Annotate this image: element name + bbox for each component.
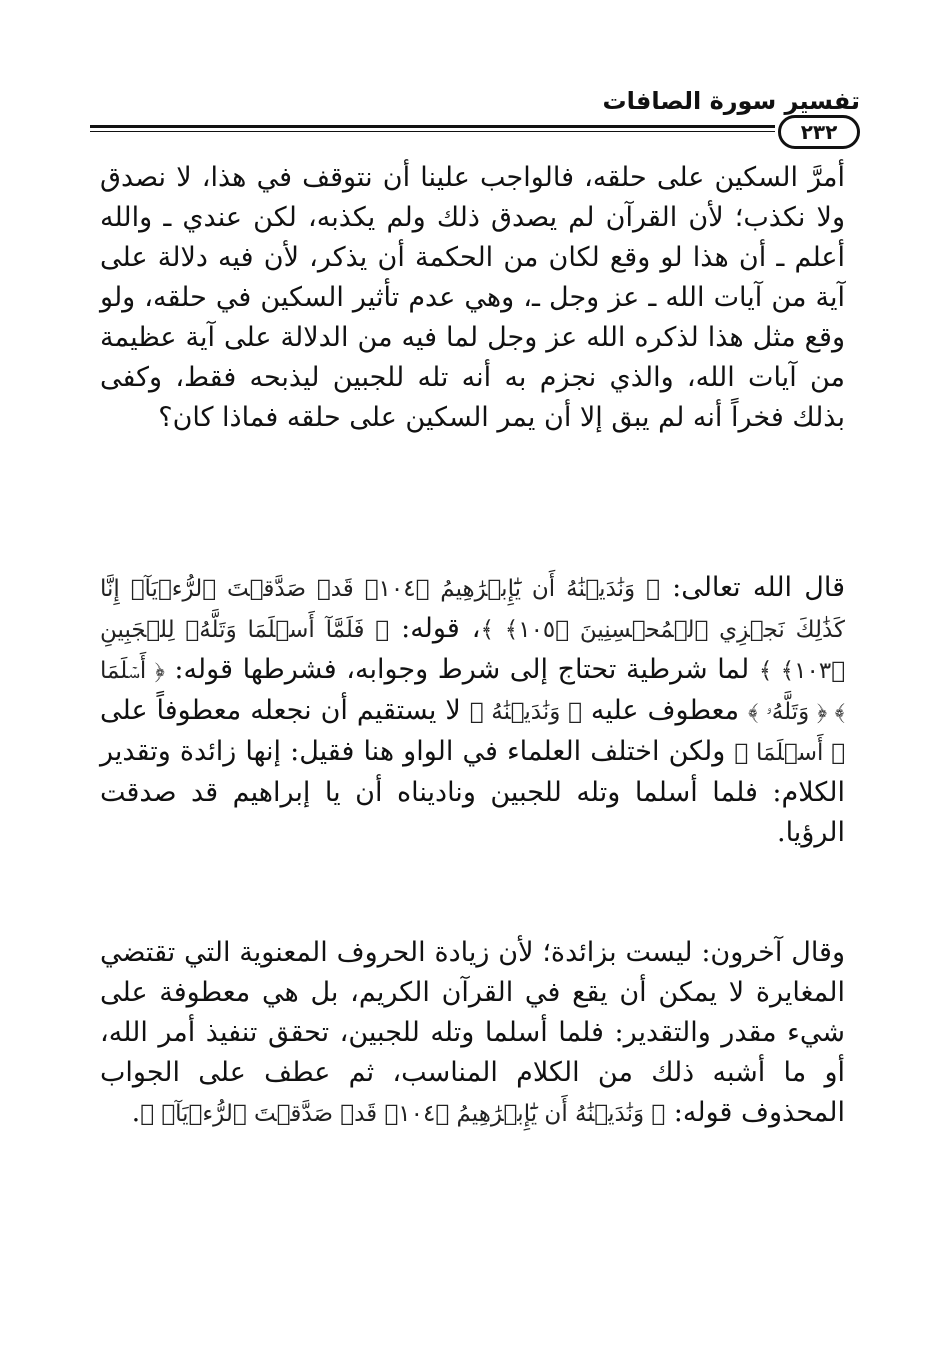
paragraph-2-mid-1: ، قوله: bbox=[389, 613, 481, 644]
header-rule-thick bbox=[90, 125, 775, 128]
paragraph-1 bbox=[100, 158, 845, 568]
quran-quote-saffat-104-105-partial: ﴿ وَنَٰدَيۡنَٰهُ أَن يَٰٓإِبۡرَٰهِيمُ ﴿١٠٤﴾ قَدۡ صَدَّقۡتَ ٱلرُّءۡيَآۚ ﴾ bbox=[140, 1101, 666, 1127]
header-rule-thin bbox=[90, 131, 775, 132]
page-number-badge: ٢٣٢ bbox=[778, 115, 860, 149]
paragraph-1-text: أمرَّ السكين على حلقه، فالواجب علينا أن نتوقف في هذا، لا نصدق ولا نكذب؛ لأن القرآن لم يصدق ذلك ولم يكذبه، لكن عندي ـ والله أعلم ـ أن هذا لو وقع لكان من الحكمة أن يذكر، لأن فيه دلالة على آية من آيات الله ـ عز وجل ـ، وهي عدم تأثير السكين في حلقه، ولو وقع مثل هذا لذكره الله عز وجل لما فيه من الدلالة على آية عظيمة من آيات الله، والذي نجزم به أنه تله للجبين ليذبحه فقط، وكفى بذلك فخراً أنه لم يبق إلا أن يمر السكين على حلقه فماذا كان؟ bbox=[100, 162, 845, 433]
paragraph-2-mid-2: لما شرطية تحتاج إلى شرط وجوابه، فشرطها قوله: bbox=[164, 654, 759, 685]
running-header-title: تفسير سورة الصافات bbox=[602, 87, 860, 115]
quran-quote-saffat-104-105: ﴿ وَنَٰدَيۡنَٰهُ أَن يَٰٓإِبۡرَٰهِيمُ ﴿١٠٤﴾ قَدۡ صَدَّقۡتَ ٱلرُّءۡيَآۚ إِنَّا كَذَٰلِكَ نَجۡزِي ٱلۡمُحۡسِنِينَ ﴿١٠٥﴾ ﴾ bbox=[100, 576, 845, 643]
paragraph-3-text bbox=[100, 933, 845, 1134]
paragraph-2-text bbox=[100, 568, 845, 853]
paragraph-3-intro: وقال آخرون: ليست بزائدة؛ لأن زيادة الحروف المعنوية التي تقتضي المغايرة لا يمكن أن يقع في القرآن الكريم، بل هي معطوفة على شيء مقدر والتقدير: فلما أسلما وتله للجبين، تحقق تنفيذ أمر الله، أو ما أشبه ذلك من الكلام المناسب، ثم عطف على الجواب المحذوف قوله: bbox=[100, 937, 845, 1128]
paragraph-3-tail: . bbox=[131, 1097, 141, 1128]
paragraph-2-mid-4: لا يستقيم أن نجعله معطوفاً على bbox=[100, 695, 470, 726]
paragraph-2-intro: قال الله تعالى: bbox=[659, 572, 845, 603]
quran-quote-aslama-tallahu: ﴿ أَسۡلَمَا ﴾ ﴿ وَتَلَّهُۥ ﴾ bbox=[100, 658, 845, 725]
paragraph-2-mid-3: معطوف عليه bbox=[581, 695, 749, 726]
paragraph-2-tail: ولكن اختلف العلماء في الواو هنا فقيل: إنها زائدة وتقدير الكلام: فلما أسلما وتله للجبين وناديناه أن يا إبراهيم قد صدقت الرؤيا. bbox=[100, 736, 845, 848]
paragraph-2 bbox=[100, 568, 845, 933]
quran-quote-saffat-103: ﴿ فَلَمَّآ أَسۡلَمَا وَتَلَّهُۥ لِلۡجَبِينِ ﴿١٠٣﴾ ﴾ bbox=[100, 617, 846, 684]
paragraph-3 bbox=[100, 933, 845, 1134]
quran-quote-wanadaynahu: ﴿ وَنَٰدَيۡنَٰهُ ﴾ bbox=[469, 699, 582, 725]
quran-quote-aslama: ﴿ أَسۡلَمَا ﴾ bbox=[734, 740, 846, 766]
page-body bbox=[100, 158, 845, 1134]
